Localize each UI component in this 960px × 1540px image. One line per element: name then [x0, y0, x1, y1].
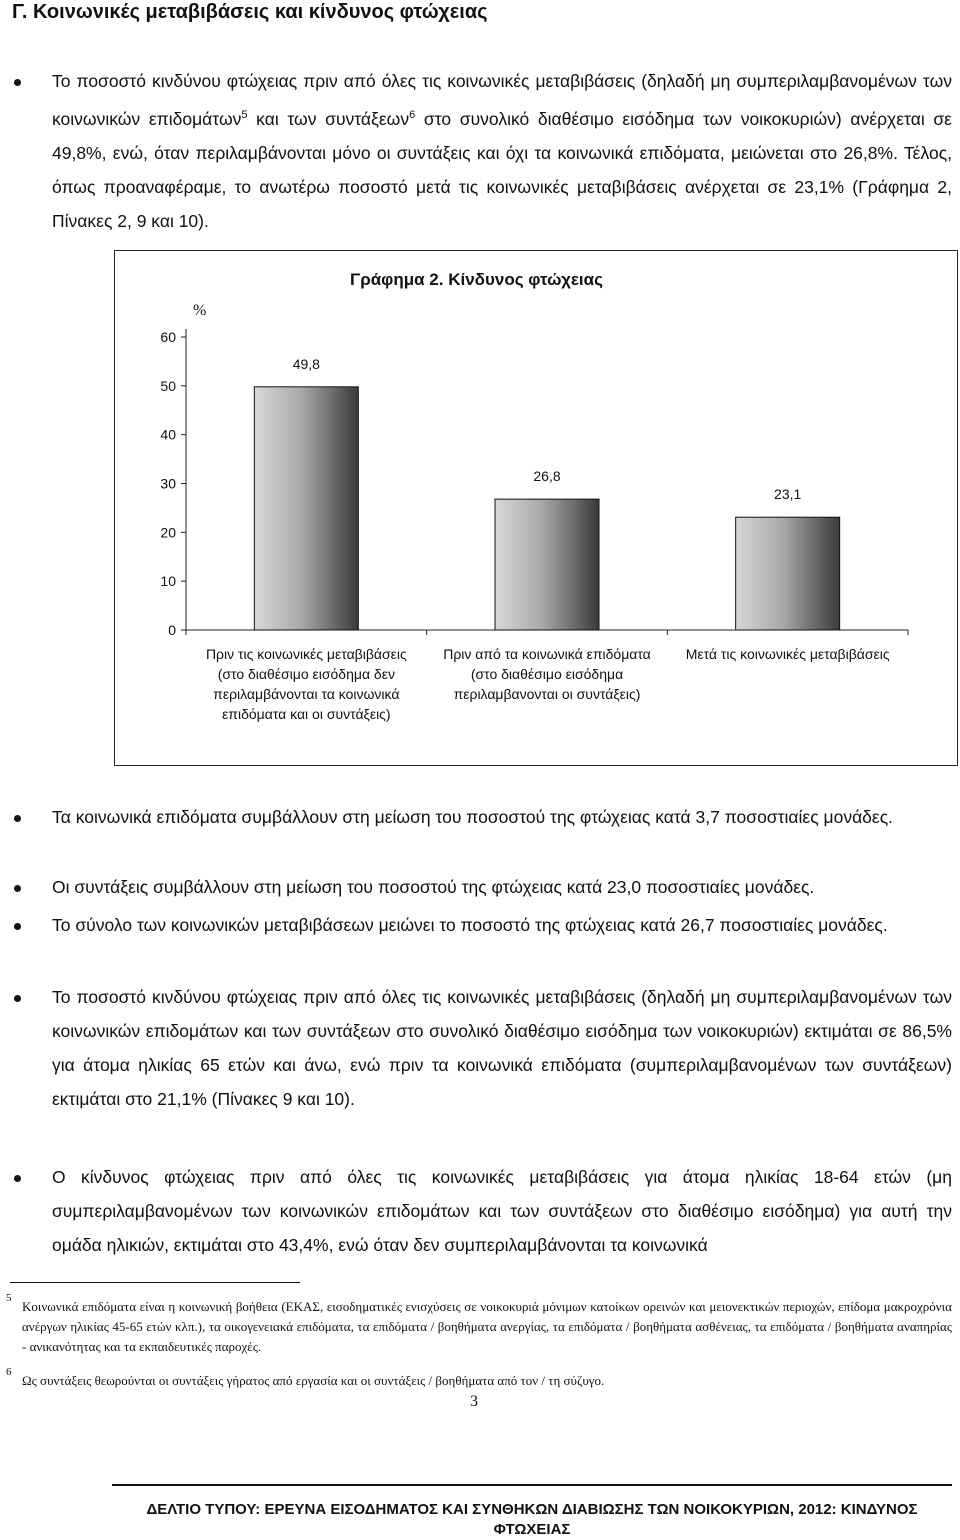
section-heading: Γ. Κοινωνικές μεταβιβάσεις και κίνδυνος φτώχειας [12, 1, 488, 23]
bullet-icon [14, 923, 21, 930]
bullet-text: Το ποσοστό κινδύνου φτώχειας πριν από όλες τις κοινωνικές μεταβιβάσεις (δηλαδή μη συμπεριλαμβανομένων των κοινωνικών επιδομάτων και των συντάξεων στο συνολικό διαθέσιμο εισόδημα των νοικοκυριών) εκτιμάται σε 86,5% για άτομα ηλικίας 65 ετών και άνω, ενώ πριν τα κοινωνικά επιδόματα (συμπεριλαμβανομένων των συντάξεων) εκτιμάται στο 21,1% (Πίνακες 9 και 10). [52, 987, 952, 1109]
y-tick-label: 50 [160, 377, 176, 394]
bar [254, 387, 358, 630]
bullet-icon [14, 885, 21, 892]
y-axis-unit: % [193, 302, 207, 319]
y-tick-label: 10 [160, 573, 176, 590]
footnote-rule [10, 1282, 300, 1283]
footnote-6: Ως συντάξεις θεωρούνται οι συντάξεις γήρατος από εργασία και οι συντάξεις / βοηθήματα από τον / τη σύζυγο. [22, 1373, 605, 1388]
page-number: 3 [470, 1393, 478, 1410]
footer-text: ΔΕΛΤΙΟ ΤΥΠΟΥ: ΕΡΕΥΝΑ ΕΙΣΟΔΗΜΑΤΟΣ ΚΑΙ ΣΥΝΘΗΚΩΝ ΔΙΑΒΙΩΣΗΣ ΤΩΝ ΝΟΙΚΟΚΥΡΙΩΝ, 2012: ΚΙΝΔΥΝΟΣ ΦΤΩΧΕΙΑΣ [146, 1501, 918, 1538]
bar [495, 499, 599, 630]
intro-text-3: στο συνολικό διαθέσιμο εισόδημα των νοικοκυριών) ανέρχεται σε 49,8%, ενώ, όταν περιλαμβάνονται μόνο οι συντάξεις και όχι τα κοινωνικά επιδόματα, μειώνεται στο 26,8%. Τέλος, όπως προαναφέραμε, το ανωτέρω ποσοστό μετά τις κοινωνικές μεταβιβάσεις ανέρχεται σε 23,1% (Γράφημα 2, Πίνακες 2, 9 και 10). [52, 108, 952, 231]
bullet-icon [14, 1175, 21, 1182]
bullet-text: Τα κοινωνικά επιδόματα συμβάλλουν στη μείωση του ποσοστού της φτώχειας κατά 3,7 ποσοστιαίες μονάδες. [52, 807, 894, 827]
bullet-text: Το σύνολο των κοινωνικών μεταβιβάσεων μειώνει το ποσοστό της φτώχειας κατά 26,7 ποσοστιαίες μονάδες. [52, 915, 888, 935]
x-category-label: Μετά τις κοινωνικές μεταβιβάσεις [685, 646, 890, 662]
footnote-5-mark: 5 [6, 1292, 12, 1304]
footnote-ref-6: 6 [409, 109, 416, 121]
y-tick-label: 30 [160, 475, 176, 492]
bar-value-label: 26,8 [533, 468, 561, 485]
bar-value-label: 23,1 [774, 486, 802, 503]
y-tick-label: 0 [168, 622, 176, 638]
bullet-text: Ο κίνδυνος φτώχειας πριν από όλες τις κοινωνικές μεταβιβάσεις για άτομα ηλικίας 18-64 ετών (μη συμπεριλαμβανομένων των κοινωνικών επιδομάτων και των συντάξεων στο διαθέσιμο εισόδημα) για αυτή την ομάδα ηλικιών, εκτιμάται στο 43,4%, ενώ όταν δεν συμπεριλαμβάνονται τα κοινωνικά [52, 1167, 952, 1255]
y-tick-label: 40 [160, 426, 176, 443]
footnote-6-mark: 6 [6, 1366, 12, 1378]
y-tick-label: 60 [160, 329, 176, 345]
y-tick-label: 20 [160, 524, 176, 541]
footnote-5: Κοινωνικά επιδόματα είναι η κοινωνική βοήθεια (ΕΚΑΣ, εισοδηματικές ενισχύσεις σε νοικοκυριά μόνιμων κατοίκων ορεινών και μειονεκτικών περιοχών, επίδομα μακροχρόνια ανέργων ηλικίας 45-65 ετών κλπ.), τα οικογενειακά επιδόματα, τα επιδόματα / βοηθήματα ανεργίας, τα επιδόματα / βοηθήματα ασθένειας, τα επιδόματα / βοηθήματα αναπηρίας - ανικανότητας και τα εκπαιδευτικές παροχές. [22, 1299, 952, 1354]
intro-text-1: Το ποσοστό κινδύνου φτώχειας πριν από όλες τις κοινωνικές μεταβιβάσεις (δηλαδή μη συμπεριλαμβανομένων των κοινωνικών επιδομάτων [52, 71, 952, 129]
chart-title: Γράφημα 2. Κίνδυνος φτώχειας [350, 270, 603, 289]
bar [736, 517, 840, 630]
bullet-icon [14, 995, 21, 1002]
intro-text-2: και των συντάξεων [247, 108, 410, 129]
bullet-icon [14, 815, 21, 822]
bullet-text: Οι συντάξεις συμβάλλουν στη μείωση του ποσοστού της φτώχειας κατά 23,0 ποσοστιαίες μονάδες. [52, 877, 815, 897]
x-category-label: Πριν τις κοινωνικές μεταβιβάσεις (στο διαθέσιμο εισόδημα δεν περιλαμβάνονται τα κοινωνικά επιδόματα και οι συντάξεις) [205, 646, 407, 722]
footer-rule [112, 1484, 952, 1486]
footnote-ref-5: 5 [241, 109, 248, 121]
bar-value-label: 49,8 [292, 355, 320, 372]
x-category-label: Πριν από τα κοινωνικά επιδόματα (στο διαθέσιμο εισόδημα περιλαμβανονται οι συντάξεις) [443, 646, 651, 702]
